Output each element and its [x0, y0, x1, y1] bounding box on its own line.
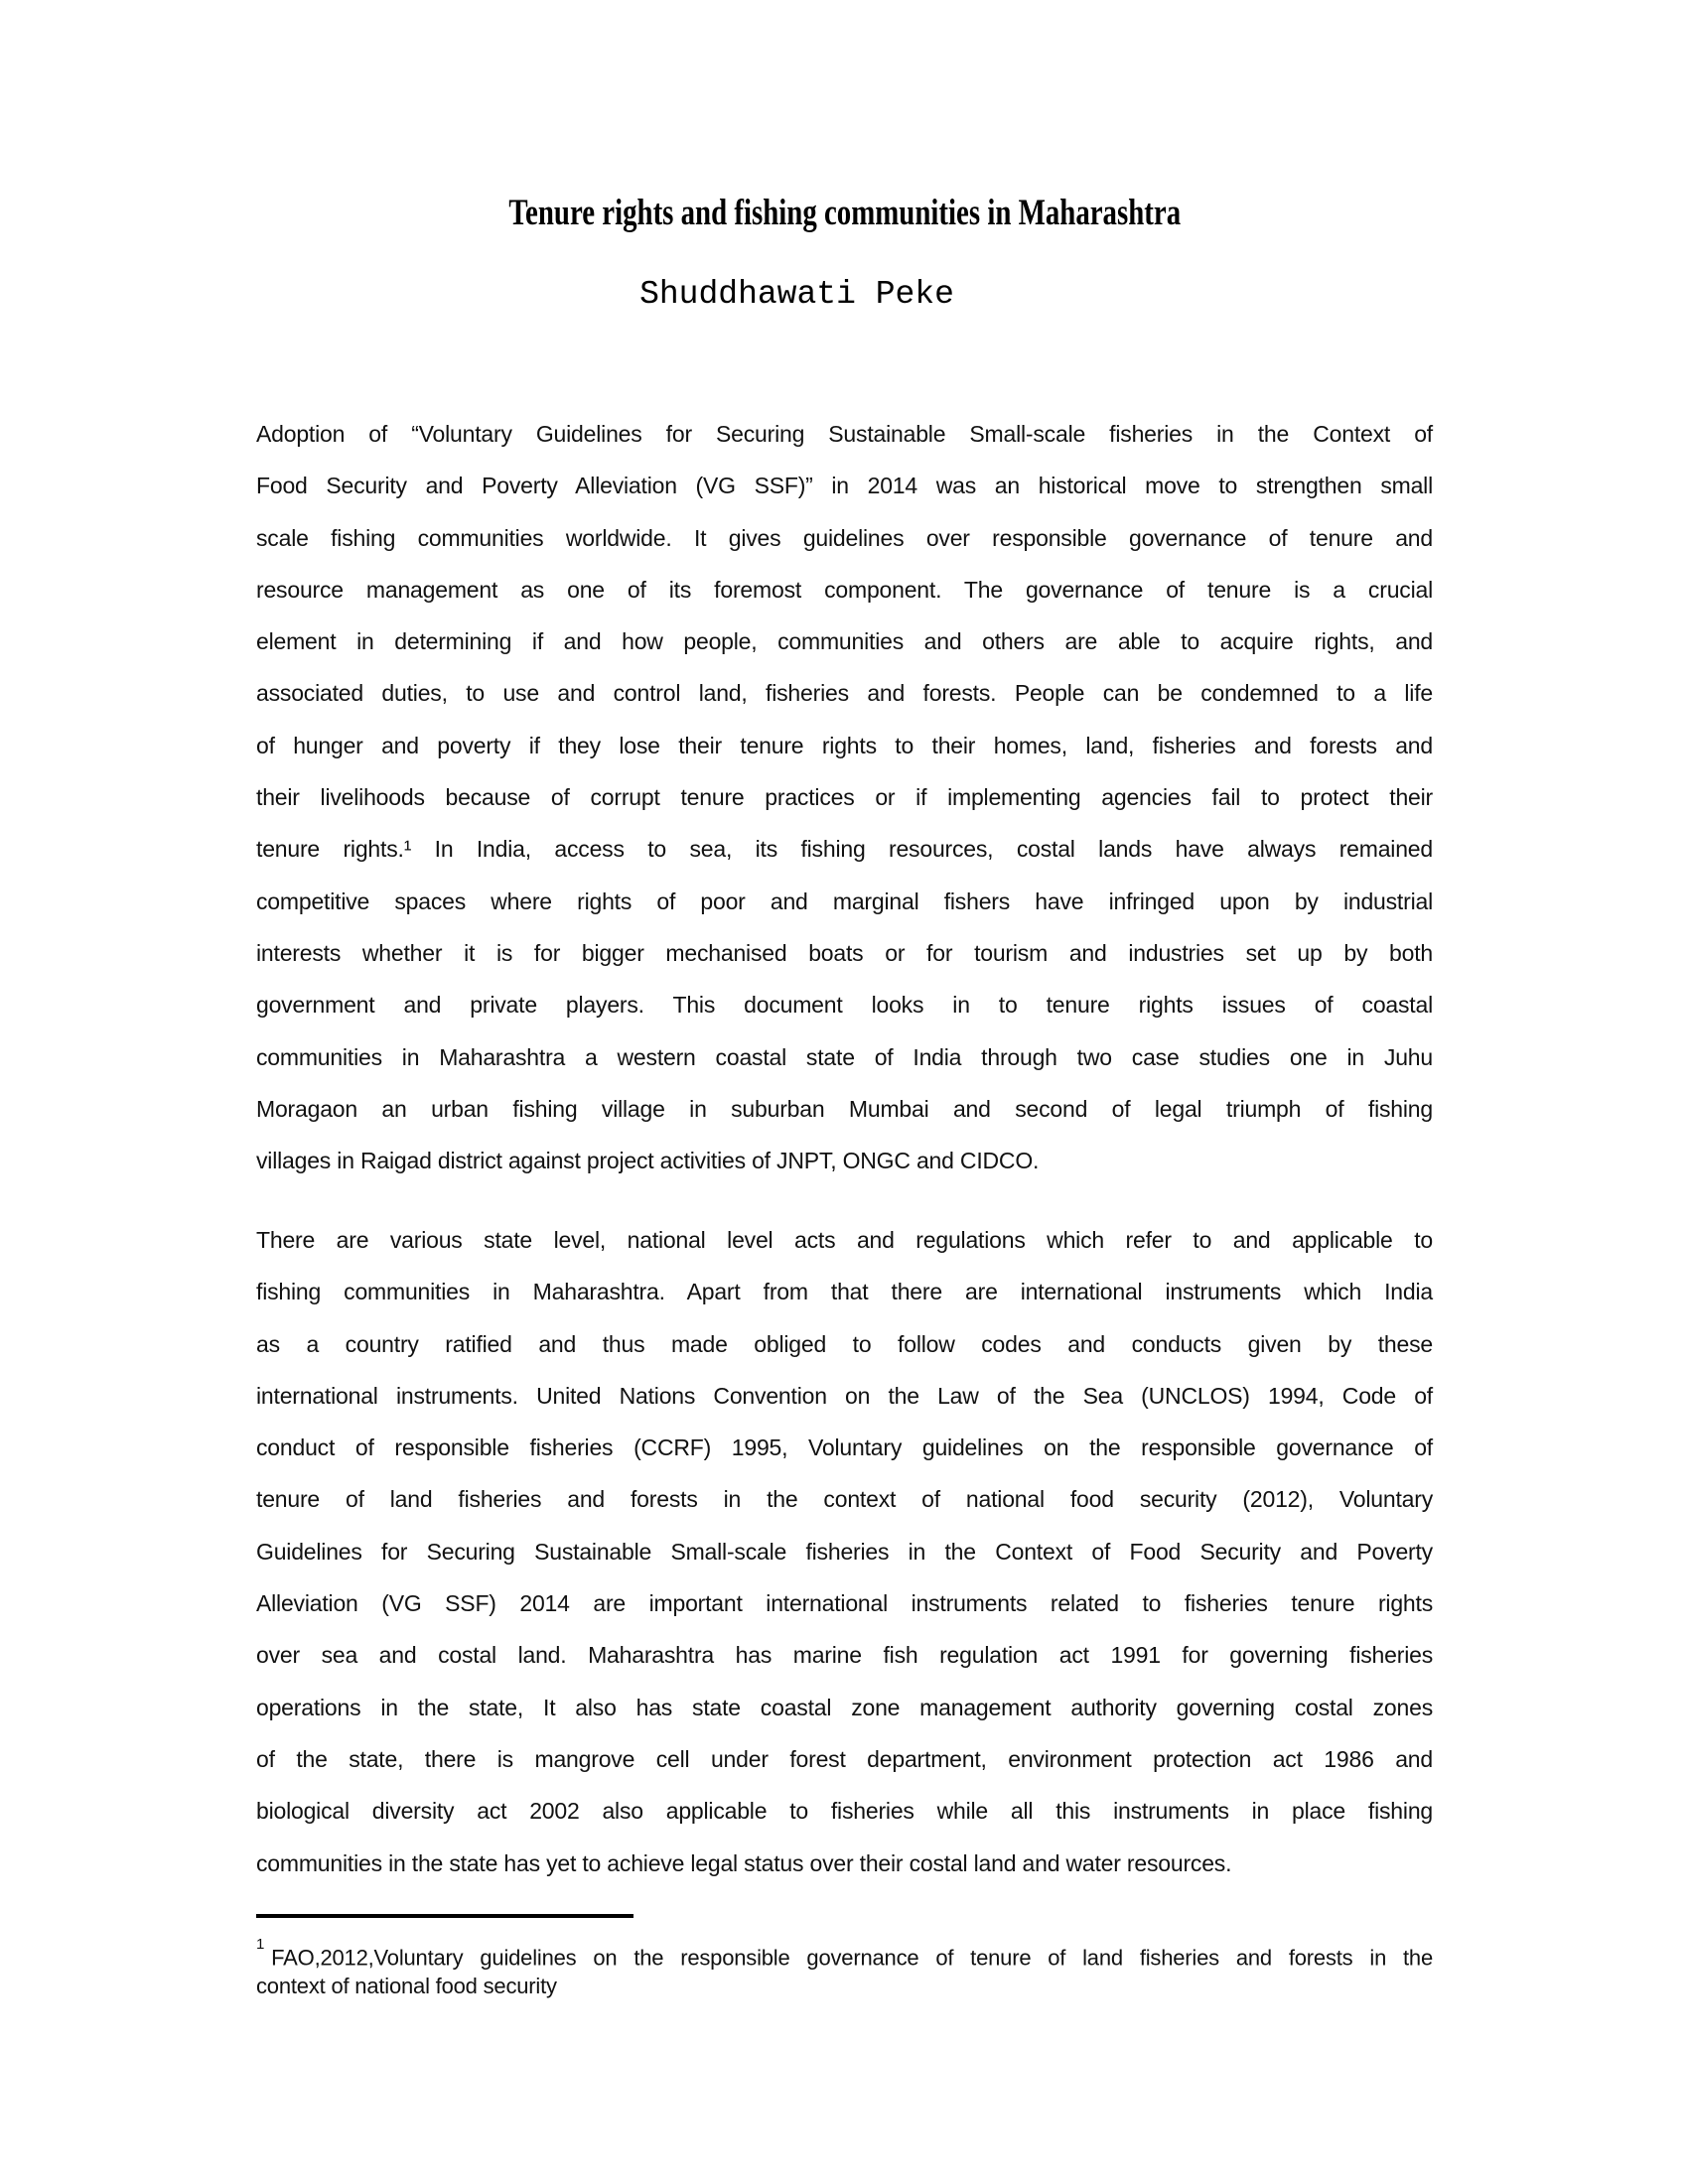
author-name: Shuddhawati Peke	[639, 276, 954, 313]
text-line: element in determining if and how people, communities and others are able to acquire rights, and	[256, 628, 1433, 655]
footnote-line-1	[256, 1938, 1433, 1972]
text-line: their livelihoods because of corrupt tenure practices or if implementing agencies fail to protect their	[256, 784, 1433, 811]
text-line: Guidelines for Securing Sustainable Small-scale fisheries in the Context of Food Security and Poverty	[256, 1538, 1433, 1565]
footnote-line-2: context of national food security	[256, 1974, 557, 1999]
text-line: scale fishing communities worldwide. It gives guidelines over responsible governance of tenure and	[256, 524, 1433, 551]
text-line: tenure rights.¹ In India, access to sea, its fishing resources, costal lands have always remained	[256, 836, 1433, 863]
text-line: Food Security and Poverty Alleviation (VG SSF)” in 2014 was an historical move to strengthen small	[256, 473, 1433, 499]
document-title-text: Tenure rights and fishing communities in Maharashtra	[508, 193, 1181, 233]
text-line: Alleviation (VG SSF) 2014 are important international instruments related to fisheries tenure rights	[256, 1590, 1433, 1617]
text-line: communities in Maharashtra a western coastal state of India through two case studies one in Juhu	[256, 1043, 1433, 1070]
text-line: fishing communities in Maharashtra. Apart from that there are international instruments which India	[256, 1279, 1433, 1305]
footnote	[256, 1938, 1433, 2000]
text-line: tenure of land fisheries and forests in the context of national food security (2012), Voluntary	[256, 1486, 1433, 1513]
text-line: Moragaon an urban fishing village in suburban Mumbai and second of legal triumph of fishing	[256, 1095, 1433, 1122]
text-line: of the state, there is mangrove cell under forest department, environment protection act 1986 and	[256, 1745, 1433, 1772]
text-line: government and private players. This document looks in to tenure rights issues of coastal	[256, 992, 1433, 1019]
text-line: communities in the state has yet to achieve legal status over their costal land and water resources.	[256, 1849, 1232, 1876]
footnote-separator	[256, 1914, 633, 1918]
text-line: conduct of responsible fisheries (CCRF) 1995, Voluntary guidelines on the responsible governance of	[256, 1434, 1433, 1461]
text-line: resource management as one of its foremost component. The governance of tenure is a crucial	[256, 576, 1433, 603]
text-line: as a country ratified and thus made obliged to follow codes and conducts given by these	[256, 1330, 1433, 1357]
document-title	[256, 191, 1433, 236]
author-line	[256, 275, 1433, 315]
text-line: interests whether it is for bigger mechanised boats or for tourism and industries set up by both	[256, 939, 1433, 966]
text-line: villages in Raigad district against project activities of JNPT, ONGC and CIDCO.	[256, 1148, 1040, 1174]
footnote-marker: 1	[256, 1936, 265, 1953]
text-line: operations in the state, It also has state coastal zone management authority governing costal zones	[256, 1694, 1433, 1720]
text-line: Adoption of “Voluntary Guidelines for Securing Sustainable Small-scale fisheries in the Context of	[256, 421, 1433, 447]
text-line: of hunger and poverty if they lose their tenure rights to their homes, land, fisheries and forests and	[256, 732, 1433, 758]
text-line: international instruments. United Nations Convention on the Law of the Sea (UNCLOS) 1994, Code of	[256, 1382, 1433, 1409]
paragraph-2	[256, 1214, 1433, 1889]
footnote-text: FAO,2012,Voluntary guidelines on the responsible governance of tenure of land fisheries and forests in the	[271, 1945, 1433, 1971]
paragraph-1	[256, 408, 1433, 1186]
text-line: There are various state level, national level acts and regulations which refer to and applicable to	[256, 1227, 1433, 1253]
text-line: associated duties, to use and control land, fisheries and forests. People can be condemned to a life	[256, 680, 1433, 707]
text-line: competitive spaces where rights of poor and marginal fishers have infringed upon by industrial	[256, 887, 1433, 914]
text-line: biological diversity act 2002 also applicable to fisheries while all this instruments in place fishing	[256, 1798, 1433, 1825]
text-line: over sea and costal land. Maharashtra has marine fish regulation act 1991 for governing fisheries	[256, 1642, 1433, 1669]
